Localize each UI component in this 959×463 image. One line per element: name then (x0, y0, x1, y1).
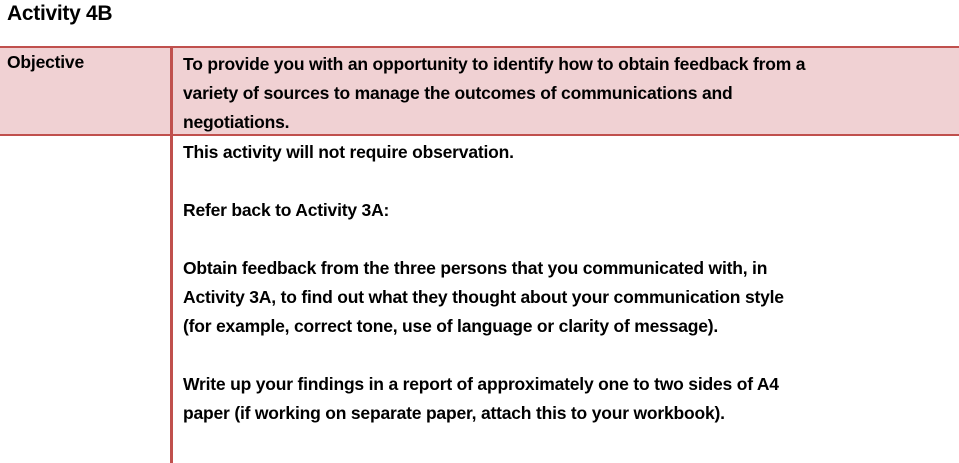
refer-back-note: Refer back to Activity 3A: (183, 200, 390, 220)
observation-note: This activity will not require observation. (183, 142, 514, 162)
feedback-line: Activity 3A, to find out what they thought about your communication style (183, 287, 784, 307)
column-divider (170, 46, 173, 463)
objective-line: To provide you with an opportunity to identify how to obtain feedback from a (183, 54, 806, 74)
objective-text (183, 50, 953, 137)
paragraph-gap (183, 341, 953, 370)
write-up-line: paper (if working on separate paper, attach this to your workbook). (183, 403, 725, 423)
paragraph-gap (183, 167, 953, 196)
objective-row (0, 46, 959, 136)
write-up-line: Write up your findings in a report of approximately one to two sides of A4 (183, 374, 779, 394)
activity-table (0, 46, 959, 463)
feedback-line: Obtain feedback from the three persons that you communicated with, in (183, 258, 768, 278)
feedback-line: (for example, correct tone, use of language or clarity of message). (183, 316, 719, 336)
activity-instructions (183, 138, 953, 428)
activity-heading: Activity 4B (7, 2, 113, 25)
objective-line: negotiations. (183, 112, 290, 132)
paragraph-gap (183, 225, 953, 254)
objective-label: Objective (7, 52, 84, 72)
objective-line: variety of sources to manage the outcomes of communications and (183, 83, 733, 103)
